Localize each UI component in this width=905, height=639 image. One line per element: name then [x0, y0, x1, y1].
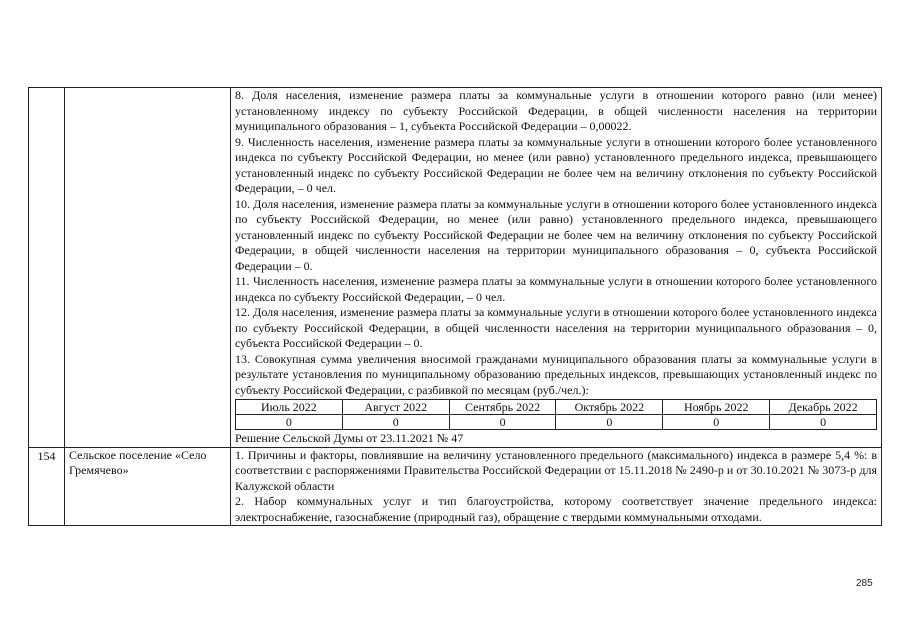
municipality-name	[65, 88, 231, 448]
monthly-sum-table	[235, 399, 877, 430]
month-value-november: 0	[663, 415, 770, 430]
month-header-october: Октябрь 2022	[556, 400, 663, 415]
month-value-december: 0	[770, 415, 877, 430]
month-header-december: Декабрь 2022	[770, 400, 877, 415]
paragraph-10: 10. Доля населения, изменение размера платы за коммунальные услуги в отношении которого более установленного индекса по субъекту Российской Федерации, но менее (или равно) установленного предельного индекса, превышающего установленный индекс по субъекту Российской Федерации не более чем на величину отклонения по субъекту Российской Федерации, в общей численности населения на территории муниципального образования – 0, субъекта Российской Федерации – 0.	[235, 196, 877, 273]
month-header-september: Сентябрь 2022	[449, 400, 556, 415]
month-header-november: Ноябрь 2022	[663, 400, 770, 415]
table-row-continued	[29, 88, 882, 448]
paragraph-9: 9. Численность населения, изменение размера платы за коммунальные услуги в отношении которого более установленного индекса по субъекту Российской Федерации, но менее (или равно) установленного предельного индекса, превышающего установленный индекс по субъекту Российской Федерации не более чем на величину отклонения по субъекту Российской Федерации, – 0 чел.	[235, 134, 877, 195]
month-value-september: 0	[449, 415, 556, 430]
paragraph-13: 13. Совокупная сумма увеличения вносимой гражданами муниципального образования платы за коммунальные услуги в результате установления по муниципальному образованию предельных индексов, превышающих установленный индекс по субъекту Российской Федерации, с разбивкой по месяцам (руб./чел.):	[235, 351, 877, 397]
month-value-row	[236, 415, 877, 430]
row-number: 154	[29, 447, 65, 526]
month-value-july: 0	[236, 415, 343, 430]
decision-reference: Решение Сельской Думы от 23.11.2021 № 47	[235, 431, 464, 445]
month-header-august: Август 2022	[342, 400, 449, 415]
document-table	[28, 87, 882, 526]
paragraph-11: 11. Численность населения, изменение размера платы за коммунальные услуги в отношении которого более установленного индекса по субъекту Российской Федерации, – 0 чел.	[235, 274, 877, 304]
paragraph-2: 2. Набор коммунальных услуг и тип благоустройства, которому соответствует значение предельного индекса: электроснабжение, газоснабжение (природный газ), обращение с твердыми коммунальными отходами.	[235, 494, 877, 524]
content-cell	[231, 447, 882, 526]
month-value-october: 0	[556, 415, 663, 430]
paragraph-12: 12. Доля населения, изменение размера платы за коммунальные услуги в отношении которого более установленного индекса по субъекту Российской Федерации, в общей численности населения на территории муниципального образования – 0, субъекта Российской Федерации – 0.	[235, 305, 877, 350]
paragraph-8: 8. Доля населения, изменение размера платы за коммунальные услуги в отношении которого равно (или менее) установленному индексу по субъекту Российской Федерации, в общей численности населения на территории муниципального образования – 1, субъекта Российской Федерации – 0,00022.	[235, 88, 877, 133]
paragraph-1: 1. Причины и факторы, повлиявшие на величину установленного предельного (максимального) индекса в размере 5,4 %: в соответствии с распоряжениями Правительства Российской Федерации от 15.11.2018 № 2490-р и от 30.10.2021 № 3073-р для Калужской области	[235, 447, 877, 493]
page-number: 285	[856, 578, 873, 589]
month-value-august: 0	[342, 415, 449, 430]
row-number	[29, 88, 65, 448]
municipality-name: Сельское поселение «Село Гремячево»	[65, 447, 231, 526]
content-cell	[231, 88, 882, 448]
month-header-july: Июль 2022	[236, 400, 343, 415]
month-header-row	[236, 400, 877, 415]
table-row-154	[29, 447, 882, 526]
